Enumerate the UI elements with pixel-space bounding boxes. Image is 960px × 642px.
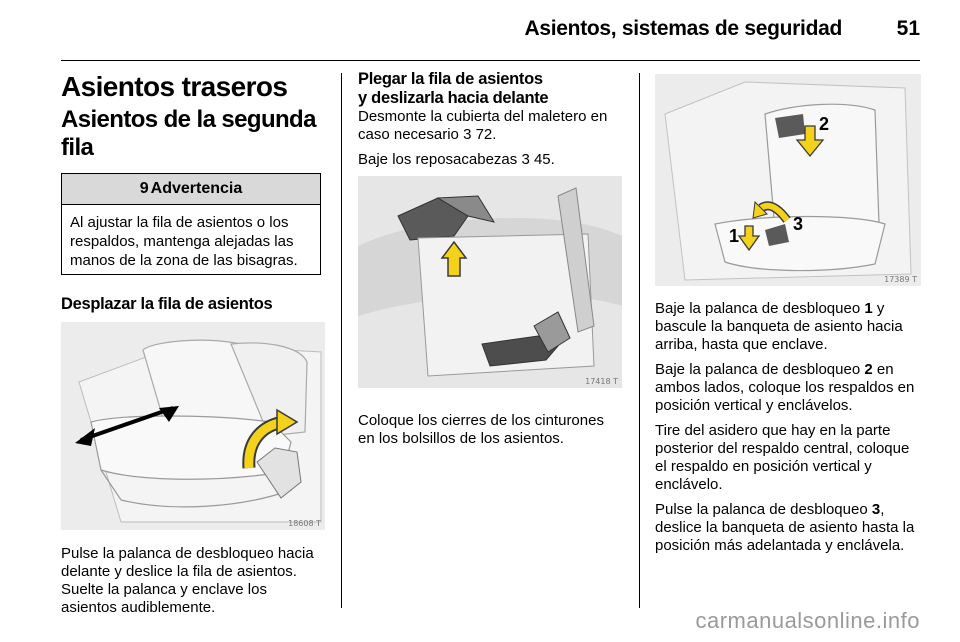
instruction-body: Baje la palanca de desbloqueo xyxy=(655,300,861,317)
section-heading: Asientos traseros xyxy=(61,71,288,102)
instruction-text xyxy=(655,361,923,415)
warning-title: Advertencia xyxy=(150,180,243,198)
column-1 xyxy=(61,70,323,624)
warning-box xyxy=(61,173,321,275)
procedure-heading xyxy=(358,70,623,108)
seat-slide-drawing xyxy=(61,322,325,530)
instruction-body: en ambos lados, coloque los respaldos en posición vertical y enclávelos. xyxy=(655,361,915,414)
heading-line-1: Plegar la fila de asientos xyxy=(358,70,543,88)
figure-label-3: 3 xyxy=(793,214,804,234)
figure-code: 18608 T xyxy=(288,519,321,529)
instruction-body: Desmonte la cubierta del maletero en caso necesario xyxy=(358,107,608,143)
header-title: Asientos, sistemas de seguridad xyxy=(524,17,842,40)
seatbelt-buckle-illustration xyxy=(358,176,622,388)
instruction-text xyxy=(655,501,923,555)
figure-code: 17418 T xyxy=(585,376,618,386)
instruction-text: Pulse la palanca de desbloqueo hacia delante y deslice la fila de asientos. Suelte la palanca y enclave los asientos audiblemente. xyxy=(61,545,314,617)
instruction-text xyxy=(655,300,923,354)
column-2 xyxy=(358,70,623,455)
instruction-text: Coloque los cierres de los cinturones en los bolsillos de los asientos. xyxy=(358,411,604,447)
page-number: 51 xyxy=(896,17,920,40)
heading-line-2: y deslizarla hacia delante xyxy=(358,88,549,107)
watermark: carmanualsonline.info xyxy=(695,608,920,633)
column-divider-2 xyxy=(639,73,640,608)
instruction-text: Tire del asidero que hay en la parte posterior del respaldo central, coloque el respaldo en posición vertical y enclávelo. xyxy=(655,422,910,493)
warning-header xyxy=(62,174,320,205)
column-3 xyxy=(655,70,923,562)
page-reference-icon: 3 xyxy=(463,125,472,143)
column-divider-1 xyxy=(341,73,342,608)
page-reference: 45. xyxy=(533,150,555,168)
page-reference-icon: 3 xyxy=(521,150,530,168)
figure-label-1: 1 xyxy=(729,226,740,246)
page-header xyxy=(0,0,960,62)
seat-fold-illustration xyxy=(655,74,921,286)
step-number: 2 xyxy=(864,361,873,378)
warning-icon: 9 xyxy=(139,180,149,198)
instruction-body: , deslice la banqueta de asiento hasta la posición más adelantada y enclávela. xyxy=(655,501,915,554)
figure-label-2: 2 xyxy=(819,114,830,134)
page-reference: 72. xyxy=(475,125,497,143)
step-number: 3 xyxy=(871,501,881,518)
seatbelt-buckle-drawing xyxy=(358,176,622,388)
figure-code: 17389 T xyxy=(884,275,917,284)
instruction-body: Baje la palanca de desbloqueo xyxy=(655,361,861,378)
procedure-heading: Desplazar la fila de asientos xyxy=(61,295,273,314)
instruction-body: Pulse la palanca de desbloqueo xyxy=(655,501,868,518)
warning-text: Al ajustar la fila de asientos o los respaldos, mantenga alejadas las manos de la zona de las bisagras. xyxy=(70,214,298,270)
header-rule xyxy=(61,60,920,61)
subsection-heading: Asientos de la segunda fila xyxy=(61,105,316,162)
instruction-text xyxy=(358,151,623,169)
seat-fold-drawing xyxy=(655,74,921,286)
instruction-body: y bascule la banqueta de asiento hacia arriba, hasta que enclave. xyxy=(655,300,903,353)
instruction-body: Baje los reposacabezas xyxy=(358,150,518,168)
seat-slide-illustration xyxy=(61,322,325,530)
step-number: 1 xyxy=(864,300,873,317)
instruction-text xyxy=(358,108,623,144)
